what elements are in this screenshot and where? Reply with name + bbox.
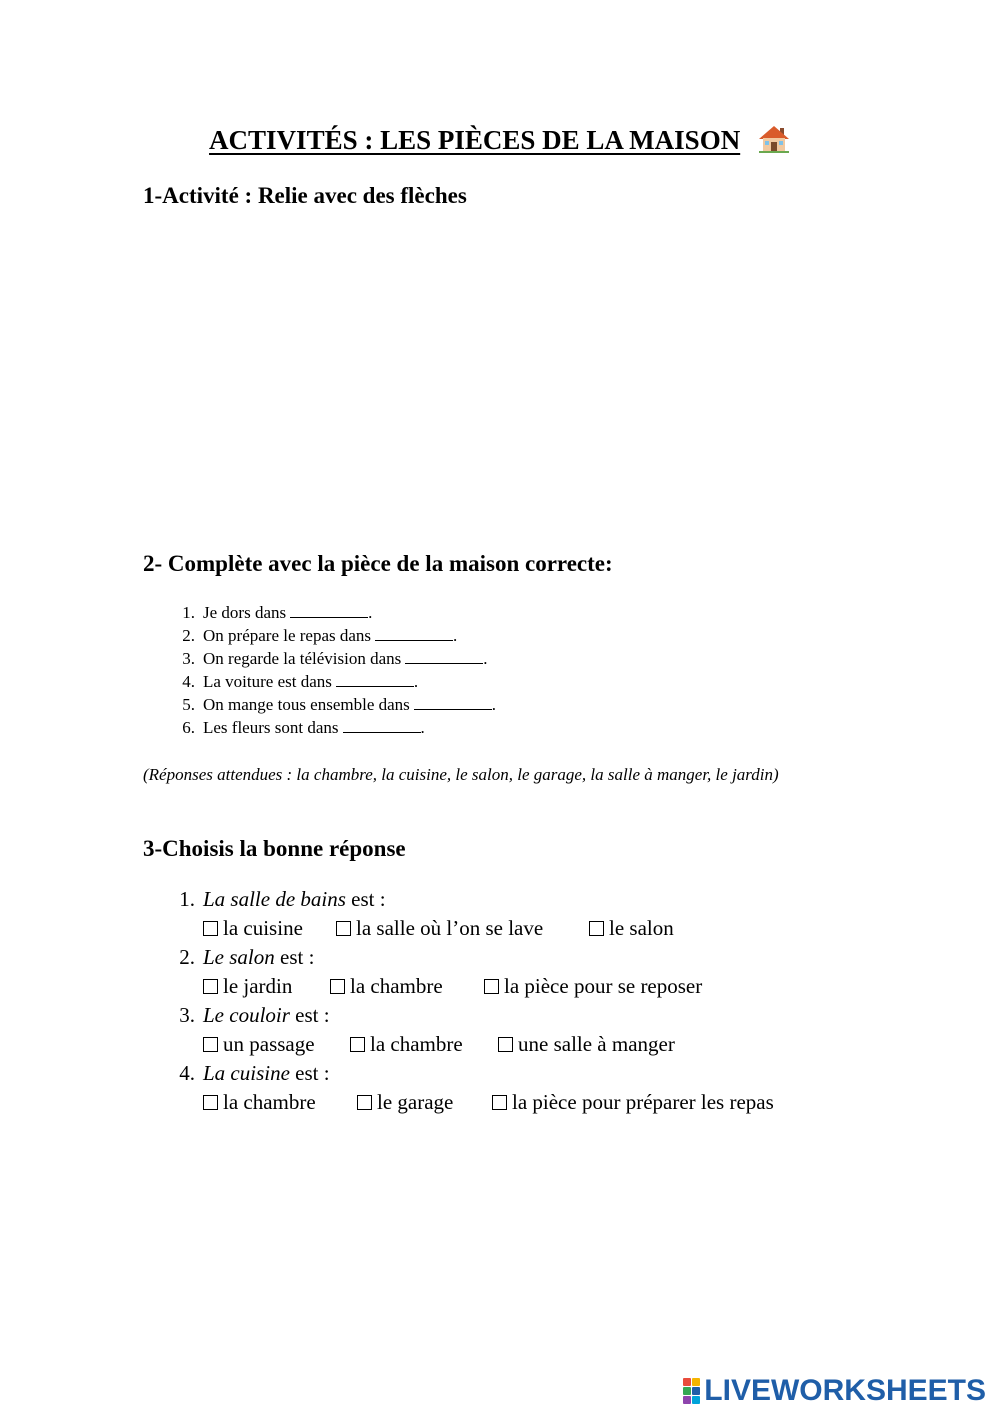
question-subject: Le salon <box>203 945 275 969</box>
checkbox-icon <box>203 1095 218 1110</box>
section3-heading: 3-Choisis la bonne réponse <box>143 836 406 861</box>
question-subject: La salle de bains <box>203 887 346 911</box>
answer-blank[interactable] <box>375 626 453 641</box>
sentence-text: On mange tous ensemble dans <box>203 695 410 714</box>
list-item: 3. On regarde la télévision dans . <box>182 649 488 668</box>
list-item: 4. La voiture est dans . <box>182 672 419 691</box>
matching-area <box>143 220 857 540</box>
house-icon <box>757 124 791 165</box>
checkbox-icon <box>589 921 604 936</box>
sentence-text: On regarde la télévision dans <box>203 649 402 668</box>
checkbox-icon <box>357 1095 372 1110</box>
sentence-text: Les fleurs sont dans <box>203 718 339 737</box>
option-checkbox[interactable]: la pièce pour préparer les repas <box>492 1088 774 1117</box>
checkbox-icon <box>336 921 351 936</box>
option-checkbox[interactable]: la chambre <box>350 1030 498 1059</box>
liveworksheets-logo <box>683 1374 986 1408</box>
list-item: 1. Je dors dans . <box>182 603 373 622</box>
answer-blank[interactable] <box>290 603 368 618</box>
question-item: 1. La salle de bains est : la cuisine la salle où l’on se lave le salon <box>203 885 774 943</box>
question-subject: Le couloir <box>203 1003 290 1027</box>
checkbox-icon <box>203 1037 218 1052</box>
question-item: 4. La cuisine est : la chambre le garage la pièce pour préparer les repas <box>203 1059 774 1117</box>
list-item: 6. Les fleurs sont dans . <box>182 718 425 737</box>
checkbox-icon <box>484 979 499 994</box>
option-checkbox[interactable]: la cuisine <box>203 914 336 943</box>
option-checkbox[interactable]: le jardin <box>203 972 330 1001</box>
option-checkbox[interactable]: une salle à manger <box>498 1030 675 1059</box>
option-checkbox[interactable]: la chambre <box>330 972 484 1001</box>
question-subject: La cuisine <box>203 1061 290 1085</box>
logo-grid-icon <box>683 1378 700 1404</box>
answer-blank[interactable] <box>343 718 421 733</box>
checkbox-icon <box>203 921 218 936</box>
section2-heading: 2- Complète avec la pièce de la maison correcte: <box>143 551 613 576</box>
logo-text: LIVEWORKSHEETS <box>704 1374 986 1407</box>
option-checkbox[interactable]: la pièce pour se reposer <box>484 972 702 1001</box>
multiple-choice-list <box>179 885 774 1117</box>
question-item: 3. Le couloir est : un passage la chambre une salle à manger <box>203 1001 774 1059</box>
sentence-text: On prépare le repas dans <box>203 626 372 645</box>
list-item: 2. On prépare le repas dans . <box>182 626 458 645</box>
question-item: 2. Le salon est : le jardin la chambre la pièce pour se reposer <box>203 943 774 1001</box>
option-checkbox[interactable]: un passage <box>203 1030 350 1059</box>
list-item: 5. On mange tous ensemble dans . <box>182 695 497 714</box>
option-checkbox[interactable]: la salle où l’on se lave <box>336 914 589 943</box>
checkbox-icon <box>498 1037 513 1052</box>
checkbox-icon <box>203 979 218 994</box>
sentence-text: Je dors dans <box>203 603 287 622</box>
option-checkbox[interactable]: le salon <box>589 914 674 943</box>
checkbox-icon <box>330 979 345 994</box>
option-checkbox[interactable]: le garage <box>357 1088 492 1117</box>
page-title-text: ACTIVITÉS : LES PIÈCES DE LA MAISON <box>209 125 741 155</box>
expected-answers-note: (Réponses attendues : la chambre, la cuisine, le salon, le garage, la salle à manger, le jardin) <box>143 765 779 784</box>
section1-heading: 1-Activité : Relie avec des flèches <box>143 183 467 208</box>
answer-blank[interactable] <box>414 695 492 710</box>
sentence-text: La voiture est dans <box>203 672 332 691</box>
answer-blank[interactable] <box>336 672 414 687</box>
fill-in-list <box>182 601 497 739</box>
page-title <box>0 120 1000 165</box>
answer-blank[interactable] <box>405 649 483 664</box>
checkbox-icon <box>492 1095 507 1110</box>
checkbox-icon <box>350 1037 365 1052</box>
option-checkbox[interactable]: la chambre <box>203 1088 357 1117</box>
